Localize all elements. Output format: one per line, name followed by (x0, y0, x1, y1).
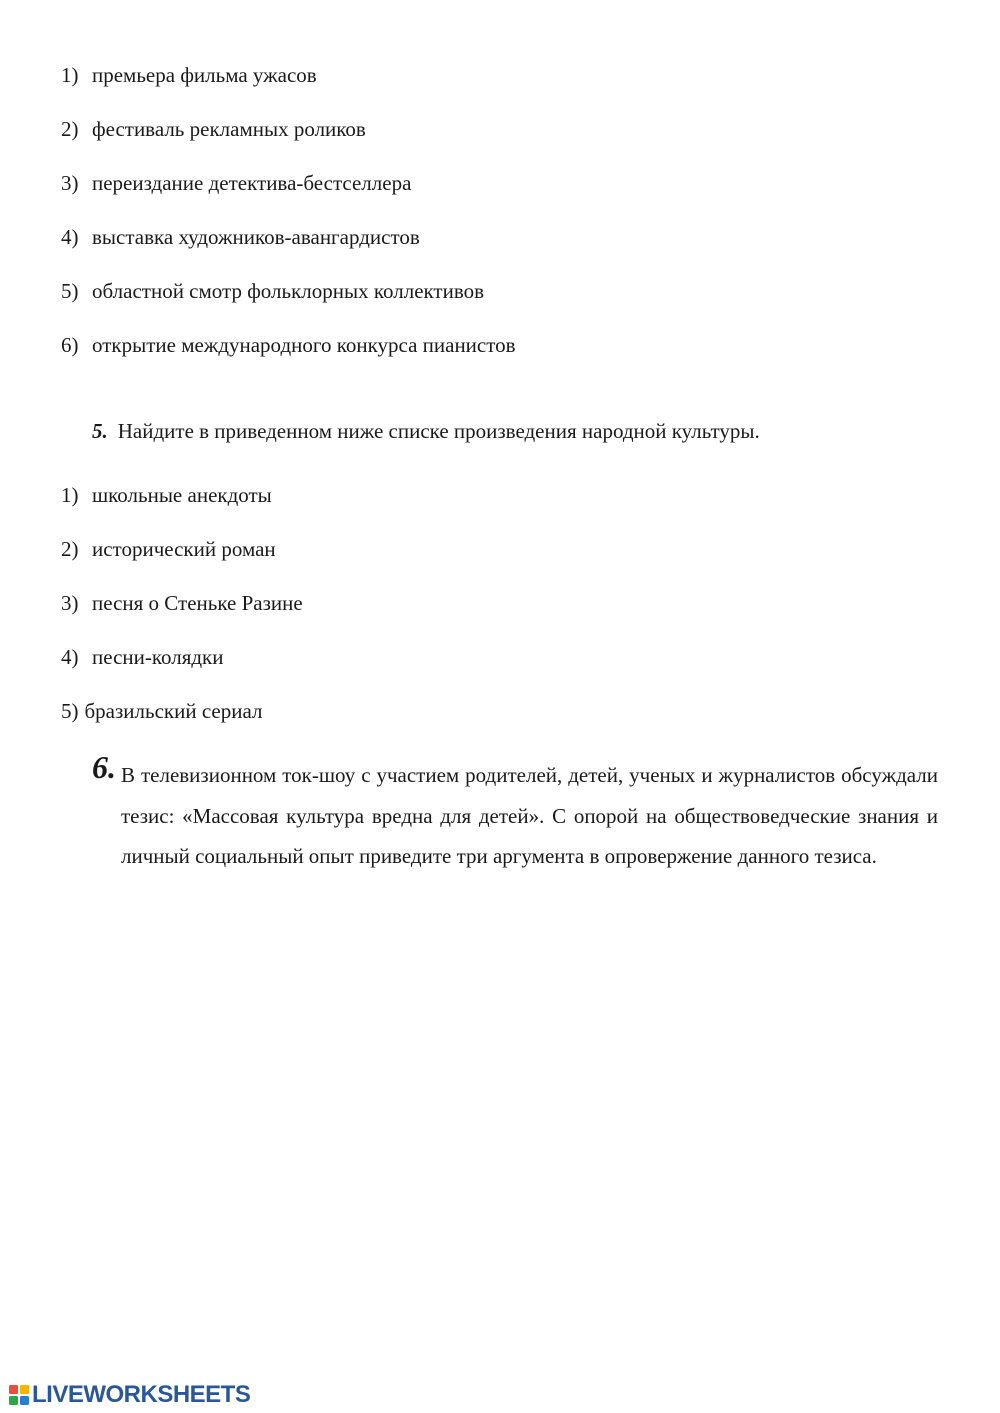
list-item-text: бразильский сериал (84, 699, 263, 723)
list-item-text: премьера фильма ужасов (92, 63, 317, 87)
list-item-number: 3) (61, 171, 79, 195)
list-item (61, 590, 303, 616)
list-item-number: 3) (61, 591, 79, 615)
list-item-number: 1) (61, 63, 79, 87)
question-text: Найдите в приведенном ниже списке произведения народной культуры. (117, 419, 760, 443)
liveworksheets-logo (8, 1383, 250, 1407)
list-item (61, 332, 516, 358)
list-item-number: 5) (61, 699, 79, 723)
list-item-number: 2) (61, 537, 79, 561)
list-item-number: 5) (61, 279, 79, 303)
list-item-text: песня о Стеньке Разине (92, 591, 303, 615)
list-item-number: 4) (61, 225, 79, 249)
list-item-text: выставка художников-авангардистов (92, 225, 420, 249)
question-number: 6. (92, 749, 116, 785)
list-item-text: исторический роман (92, 537, 276, 561)
brand-name: LIVEWORKSHEETS (32, 1381, 251, 1408)
list-item-text: песни-колядки (92, 645, 224, 669)
liveworksheets-logo-icon (8, 1384, 30, 1406)
list-item-text: областной смотр фольклорных коллективов (92, 279, 485, 303)
list-item (61, 170, 411, 196)
list-item-number: 4) (61, 645, 79, 669)
list-item (61, 116, 366, 142)
list-item (61, 644, 224, 670)
list-item (61, 536, 276, 562)
list-item-number: 1) (61, 483, 79, 507)
list-item (61, 62, 317, 88)
list-item (61, 224, 420, 250)
question-5 (92, 418, 760, 444)
list-item-text: фестиваль рекламных роликов (92, 117, 366, 141)
list-item (61, 698, 262, 724)
question-number: 5. (92, 419, 108, 443)
list-item-number: 2) (61, 117, 79, 141)
list-item (61, 482, 272, 508)
question-6 (92, 749, 938, 877)
list-item (61, 278, 484, 304)
list-item-text: школьные анекдоты (92, 483, 272, 507)
question-text: В телевизионном ток-шоу с участием родителей, детей, ученых и журналистов обсуждали тезис: «Массовая культура вредна для детей». С опорой на обществоведческие знания и личный социальный опыт приведите три аргумента в опровержение данного тезиса. (121, 763, 938, 868)
list-item-number: 6) (61, 333, 79, 357)
list-item-text: открытие международного конкурса пианистов (92, 333, 516, 357)
list-item-text: переиздание детектива-бестселлера (92, 171, 412, 195)
